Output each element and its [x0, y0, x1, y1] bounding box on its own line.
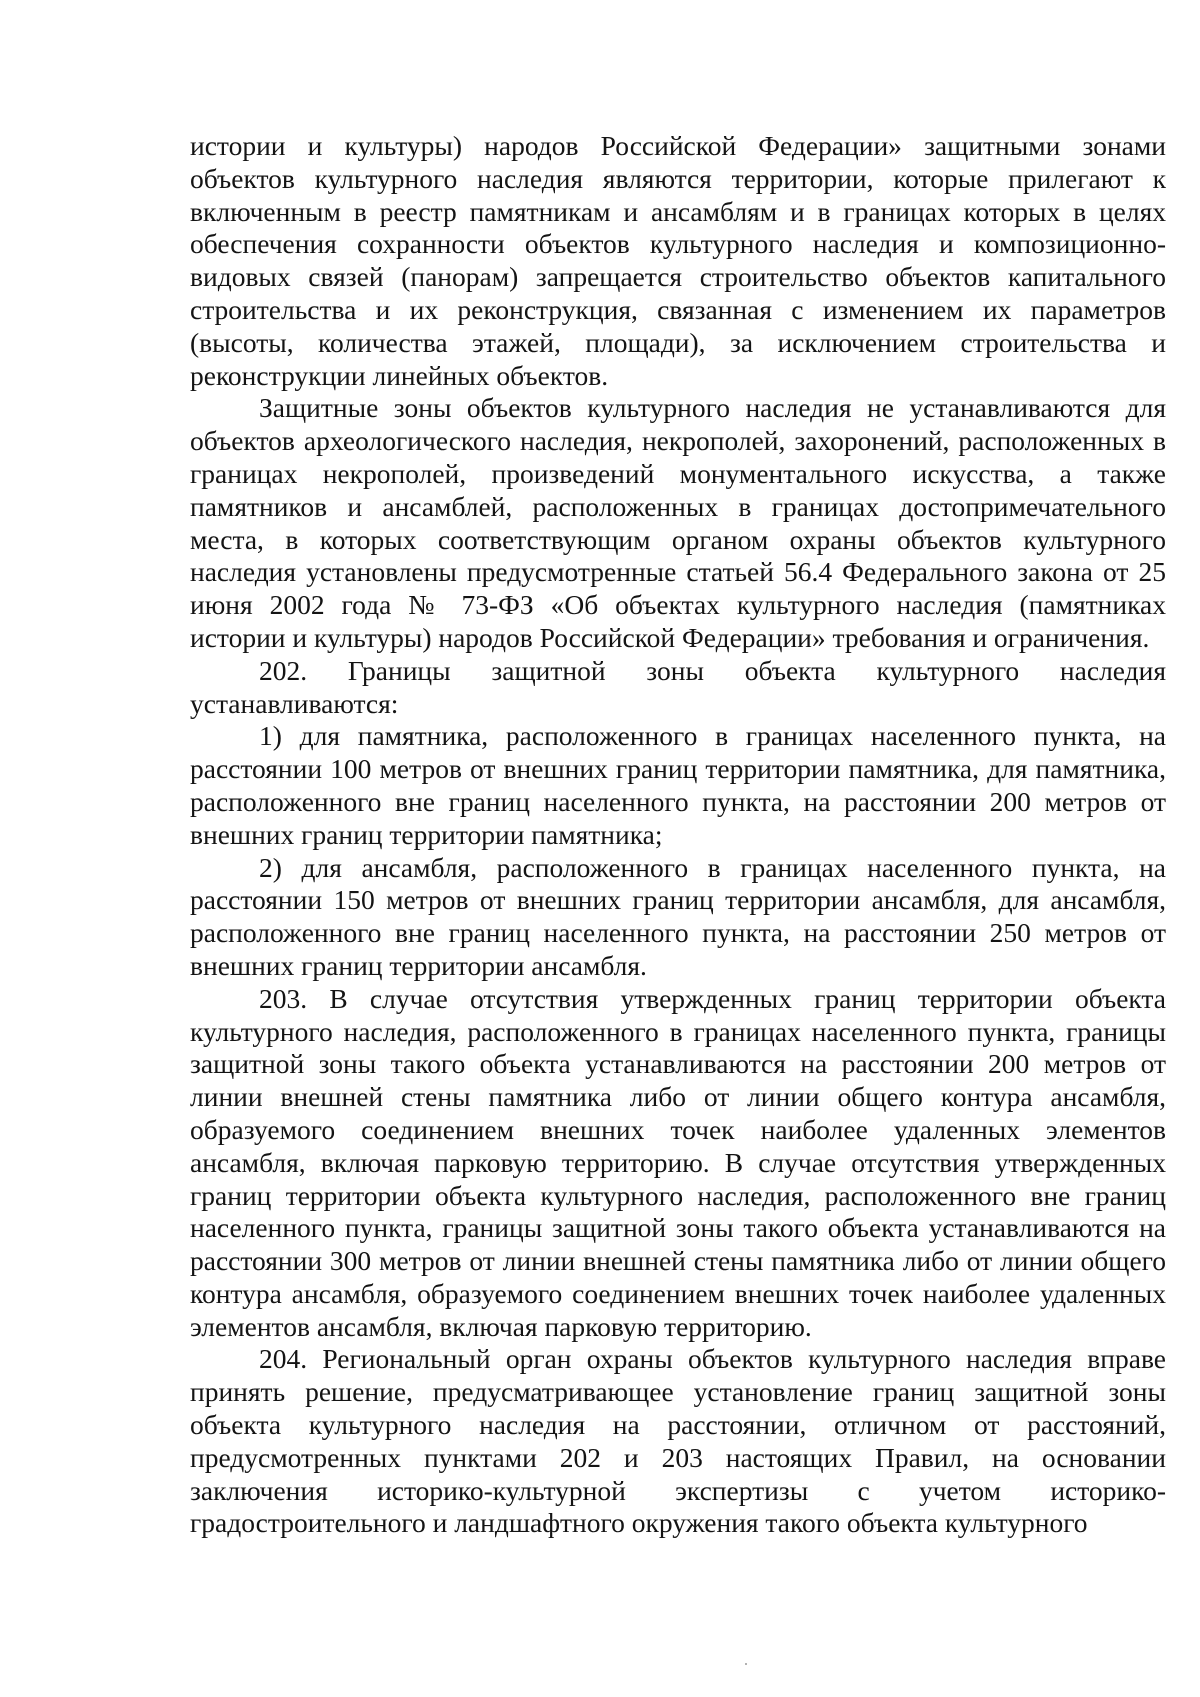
- document-body: [190, 130, 1166, 1540]
- paragraph-clause-202-item-2: 2) для ансамбля, расположенного в границах населенного пункта, на расстоянии 150 метров от внешних границ территории ансамбля, для ансамбля, расположенного вне границ населенного пункта, на расстоянии 250 метров от внешних границ территории ансамбля.: [190, 851, 1166, 981]
- paragraph-clause-204: 204. Региональный орган охраны объектов культурного наследия вправе принять решение, предусматривающее установление границ защитной зоны объекта культурного наследия на расстоянии, отличном от расстояний, предусмотренных пунктами 202 и 203 настоящих Правил, на основании заключения историко-культурной экспертизы с учетом историко-градостроительного и ландшафтного окружения такого объекта культурного: [190, 1343, 1166, 1539]
- paragraph-protection-zones-definition: истории и культуры) народов Российской Федерации» защитными зонами объектов культурного наследия являются территории, которые прилегают к включенным в реестр памятникам и ансамблям и в границах которых в целях обеспечения сохранности объектов культурного наследия и композиционно-видовых связей (панорам) запрещается строительство объектов капитального строительства и их реконструкция, связанная с изменением их параметров (высоты, количества этажей, площади), за исключением строительства и реконструкции линейных объектов.: [190, 130, 1166, 391]
- paragraph-clause-202-item-1: 1) для памятника, расположенного в границах населенного пункта, на расстоянии 100 метров от внешних границ территории памятника, для памятника, расположенного вне границ населенного пункта, на расстоянии 200 метров от внешних границ территории памятника;: [190, 720, 1166, 850]
- paragraph-clause-203: 203. В случае отсутствия утвержденных границ территории объекта культурного наследия, расположенного в границах населенного пункта, границы защитной зоны такого объекта устанавливаются на расстоянии 200 метров от линии внешней стены памятника либо от линии общего контура ансамбля, образуемого соединением внешних точек наиболее удаленных элементов ансамбля, включая парковую территорию. В случае отсутствия утвержденных границ территории объекта культурного наследия, расположенного вне границ населенного пункта, границы защитной зоны такого объекта устанавливаются на расстоянии 300 метров от линии внешней стены памятника либо от линии общего контура ансамбля, образуемого соединением внешних точек наиболее удаленных элементов ансамбля, включая парковую территорию.: [190, 982, 1166, 1342]
- paragraph-zones-not-established: Защитные зоны объектов культурного наследия не устанавливаются для объектов археологического наследия, некрополей, захоронений, расположенных в границах некрополей, произведений монументального искусства, а также памятников и ансамблей, расположенных в границах достопримечательного места, в которых соответствующим органом охраны объектов культурного наследия установлены предусмотренные статьей 56.4 Федерального закона от 25 июня 2002 года № 73-ФЗ «Об объектах культурного наследия (памятниках истории и культуры) народов Российской Федерации» требования и ограничения.: [190, 392, 1166, 653]
- scan-speck: [745, 1663, 747, 1665]
- paragraph-clause-202: 202. Границы защитной зоны объекта культурного наследия устанавливаются:: [190, 654, 1166, 719]
